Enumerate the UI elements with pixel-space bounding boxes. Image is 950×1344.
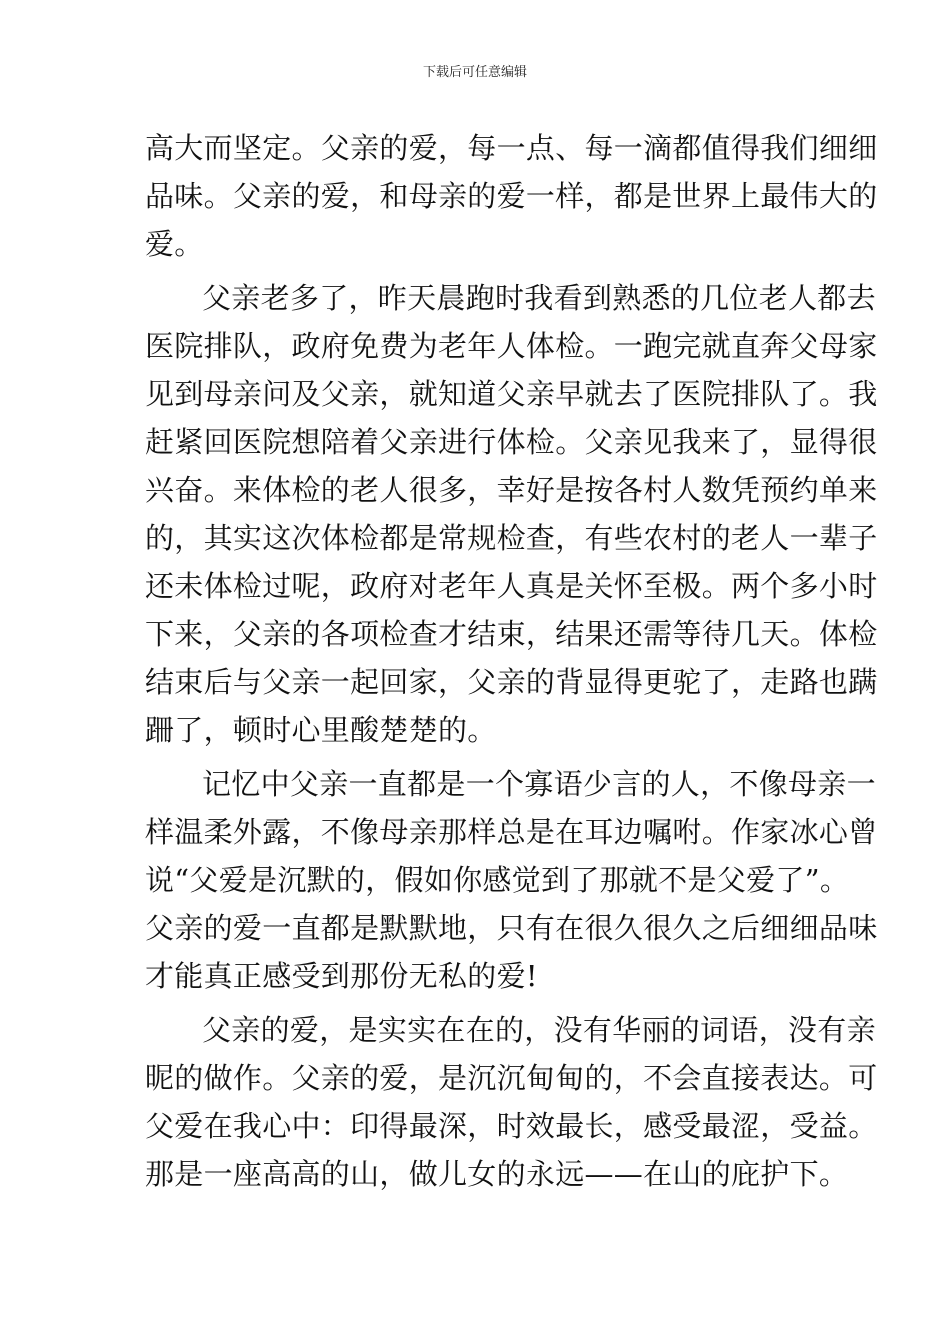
text-line: 父爱在我心中：印得最深，时效最长，感受最涩，受益。 (145, 1109, 878, 1143)
paragraph-2 (145, 274, 878, 754)
text-line: 品味。父亲的爱，和母亲的爱一样，都是世界上最伟大的 (145, 179, 878, 213)
paragraph-3 (145, 760, 878, 1000)
text-line: 父亲的爱一直都是默默地，只有在很久很久之后细细品味 (145, 911, 878, 945)
text-line: 结束后与父亲一起回家，父亲的背显得更驼了，走路也蹒 (145, 665, 878, 699)
text-line: 兴奋。来体检的老人很多，幸好是按各村人数凭预约单来 (145, 473, 878, 507)
text-line: 才能真正感受到那份无私的爱! (145, 959, 538, 993)
text-line: 医院排队，政府免费为老年人体检。一跑完就直奔父母家 (145, 329, 878, 363)
text-line: 那是一座高高的山，做儿女的永远——在山的庇护下。 (145, 1157, 849, 1191)
text-line: 样温柔外露，不像母亲那样总是在耳边嘱咐。作家冰心曾 (145, 815, 878, 849)
text-line: 记忆中父亲一直都是一个寡语少言的人，不像母亲一 (202, 767, 876, 801)
text-line: 爱。 (145, 227, 204, 261)
text-line: 还未体检过呢，政府对老年人真是关怀至极。两个多小时 (145, 569, 878, 603)
text-line: 父亲老多了，昨天晨跑时我看到熟悉的几位老人都去 (202, 281, 876, 315)
text-line: 说“父爱是沉默的，假如你感觉到了那就不是父爱了”。 (145, 863, 850, 897)
document-body (145, 124, 878, 1198)
text-line: 的，其实这次体检都是常规检查，有些农村的老人一辈子 (145, 521, 878, 555)
text-line: 昵的做作。父亲的爱，是沉沉甸甸的，不会直接表达。可 (145, 1061, 878, 1095)
page-header: 下载后可任意编辑 (422, 65, 527, 80)
text-line: 父亲的爱，是实实在在的，没有华丽的词语，没有亲 (202, 1013, 876, 1047)
text-line: 见到母亲问及父亲，就知道父亲早就去了医院排队了。我 (145, 377, 878, 411)
text-line: 下来，父亲的各项检查才结束，结果还需等待几天。体检 (145, 617, 878, 651)
paragraph-1 (145, 124, 878, 268)
text-line: 高大而坚定。父亲的爱，每一点、每一滴都值得我们细细 (145, 131, 878, 165)
text-line: 跚了，顿时心里酸楚楚的。 (145, 713, 497, 747)
paragraph-4 (145, 1006, 878, 1198)
text-line: 赶紧回医院想陪着父亲进行体检。父亲见我来了，显得很 (145, 425, 878, 459)
